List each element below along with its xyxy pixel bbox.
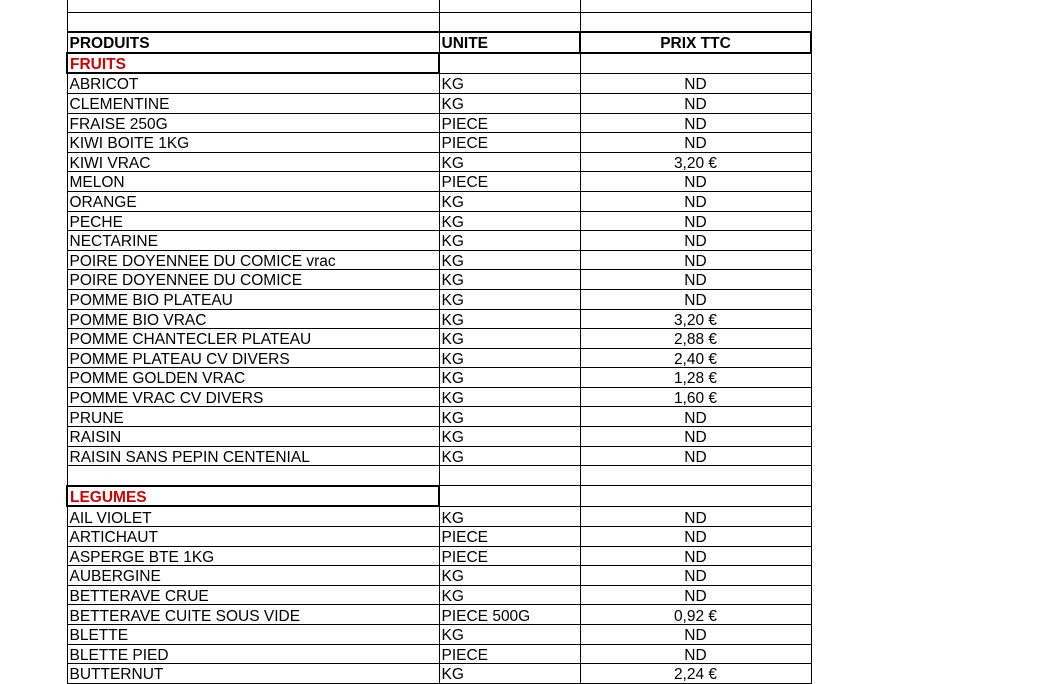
product-name: POMME VRAC CV DIVERS — [67, 387, 439, 407]
product-name: RAISIN — [67, 427, 439, 447]
empty-cell — [580, 466, 811, 486]
table-row — [67, 191, 811, 211]
product-unit: KG — [439, 191, 580, 211]
product-unit: KG — [439, 407, 580, 427]
product-price: 2,88 € — [580, 329, 811, 349]
product-price: ND — [580, 172, 811, 192]
table-row — [67, 172, 811, 192]
product-name: POMME CHANTECLER PLATEAU — [67, 329, 439, 349]
product-name: POMME BIO VRAC — [67, 309, 439, 329]
product-unit: KG — [439, 309, 580, 329]
table-row — [67, 585, 811, 605]
product-price: 1,60 € — [580, 387, 811, 407]
table-row — [67, 152, 811, 172]
table-row — [67, 250, 811, 270]
table-row — [67, 211, 811, 231]
header-row — [67, 32, 811, 53]
product-price: 0,92 € — [580, 605, 811, 625]
table-row — [67, 387, 811, 407]
column-header-produits: PRODUITS — [67, 32, 439, 53]
column-header-unite: UNITE — [439, 32, 580, 53]
table-row — [67, 113, 811, 133]
product-price: ND — [580, 289, 811, 309]
category-title: FRUITS — [67, 53, 439, 74]
price-table — [66, 0, 812, 684]
product-name: POMME BIO PLATEAU — [67, 289, 439, 309]
table-row — [67, 289, 811, 309]
product-name: POIRE DOYENNEE DU COMICE vrac — [67, 250, 439, 270]
product-unit: KG — [439, 231, 580, 251]
product-price: 2,24 € — [580, 664, 811, 684]
table-row — [67, 527, 811, 547]
table-row — [67, 446, 811, 466]
product-name: ASPERGE BTE 1KG — [67, 546, 439, 566]
product-price: 1,28 € — [580, 368, 811, 388]
table-row — [67, 93, 811, 113]
empty-cell — [439, 466, 580, 486]
product-name: POMME PLATEAU CV DIVERS — [67, 348, 439, 368]
table-row — [67, 270, 811, 290]
product-price: 2,40 € — [580, 348, 811, 368]
product-name: CLEMENTINE — [67, 93, 439, 113]
empty-cell — [67, 12, 439, 32]
table-row — [67, 329, 811, 349]
blank-row — [67, 466, 811, 486]
table-row — [67, 407, 811, 427]
product-unit: PIECE — [439, 172, 580, 192]
product-price: ND — [580, 585, 811, 605]
product-unit: KG — [439, 664, 580, 684]
product-unit: KG — [439, 73, 580, 93]
blank-row — [67, 12, 811, 32]
product-unit: KG — [439, 211, 580, 231]
product-price: ND — [580, 644, 811, 664]
table-row — [67, 133, 811, 153]
product-name: FRAISE 250G — [67, 113, 439, 133]
product-name: BETTERAVE CUITE SOUS VIDE — [67, 605, 439, 625]
product-name: ABRICOT — [67, 73, 439, 93]
product-price: ND — [580, 546, 811, 566]
product-unit: KG — [439, 329, 580, 349]
product-unit: PIECE — [439, 644, 580, 664]
product-price: ND — [580, 427, 811, 447]
product-name: BUTTERNUT — [67, 664, 439, 684]
product-name: ARTICHAUT — [67, 527, 439, 547]
product-price: ND — [580, 566, 811, 586]
product-unit: KG — [439, 93, 580, 113]
product-name: POIRE DOYENNEE DU COMICE — [67, 270, 439, 290]
product-name: PECHE — [67, 211, 439, 231]
product-unit: KG — [439, 446, 580, 466]
product-price: 3,20 € — [580, 309, 811, 329]
table-row — [67, 348, 811, 368]
table-row — [67, 427, 811, 447]
empty-cell — [580, 12, 811, 32]
product-unit: KG — [439, 506, 580, 526]
blank-row — [67, 0, 811, 12]
product-price: ND — [580, 231, 811, 251]
product-unit: KG — [439, 625, 580, 645]
table-row — [67, 605, 811, 625]
empty-cell — [439, 0, 580, 12]
product-price: ND — [580, 211, 811, 231]
category-title: LEGUMES — [67, 486, 439, 507]
product-unit: KG — [439, 270, 580, 290]
product-name: KIWI BOITE 1KG — [67, 133, 439, 153]
product-name: NECTARINE — [67, 231, 439, 251]
product-name: BETTERAVE CRUE — [67, 585, 439, 605]
product-unit: KG — [439, 585, 580, 605]
product-name: AUBERGINE — [67, 566, 439, 586]
column-header-prix: PRIX TTC — [580, 32, 811, 53]
product-unit: KG — [439, 348, 580, 368]
product-price: ND — [580, 113, 811, 133]
table-row — [67, 368, 811, 388]
product-unit: KG — [439, 566, 580, 586]
product-price: ND — [580, 270, 811, 290]
category-row — [67, 53, 811, 74]
product-name: BLETTE PIED — [67, 644, 439, 664]
product-unit: KG — [439, 368, 580, 388]
empty-cell — [439, 53, 580, 74]
empty-cell — [580, 0, 811, 12]
table-row — [67, 73, 811, 93]
table-row — [67, 644, 811, 664]
table-row — [67, 566, 811, 586]
product-price: ND — [580, 133, 811, 153]
empty-cell — [67, 0, 439, 12]
product-price: ND — [580, 407, 811, 427]
product-unit: KG — [439, 289, 580, 309]
empty-cell — [439, 486, 580, 507]
product-price: ND — [580, 446, 811, 466]
table-row — [67, 664, 811, 684]
product-price: ND — [580, 625, 811, 645]
product-name: AIL VIOLET — [67, 506, 439, 526]
table-row — [67, 506, 811, 526]
table-row — [67, 231, 811, 251]
product-price: ND — [580, 93, 811, 113]
product-unit: PIECE — [439, 527, 580, 547]
empty-cell — [580, 53, 811, 74]
product-price: ND — [580, 73, 811, 93]
product-unit: KG — [439, 427, 580, 447]
table-row — [67, 546, 811, 566]
product-name: RAISIN SANS PEPIN CENTENIAL — [67, 446, 439, 466]
price-table-body — [67, 0, 811, 683]
product-unit: PIECE — [439, 113, 580, 133]
product-price: ND — [580, 527, 811, 547]
product-name: KIWI VRAC — [67, 152, 439, 172]
category-row — [67, 486, 811, 507]
product-price: ND — [580, 191, 811, 211]
product-name: BLETTE — [67, 625, 439, 645]
product-name: PRUNE — [67, 407, 439, 427]
product-unit: KG — [439, 387, 580, 407]
product-unit: KG — [439, 250, 580, 270]
product-unit: PIECE — [439, 133, 580, 153]
table-row — [67, 625, 811, 645]
product-price: ND — [580, 250, 811, 270]
product-price: 3,20 € — [580, 152, 811, 172]
empty-cell — [439, 12, 580, 32]
product-unit: PIECE 500G — [439, 605, 580, 625]
product-name: POMME GOLDEN VRAC — [67, 368, 439, 388]
product-unit: PIECE — [439, 546, 580, 566]
product-unit: KG — [439, 152, 580, 172]
product-price: ND — [580, 506, 811, 526]
table-row — [67, 309, 811, 329]
product-name: MELON — [67, 172, 439, 192]
empty-cell — [67, 466, 439, 486]
empty-cell — [580, 486, 811, 507]
product-name: ORANGE — [67, 191, 439, 211]
